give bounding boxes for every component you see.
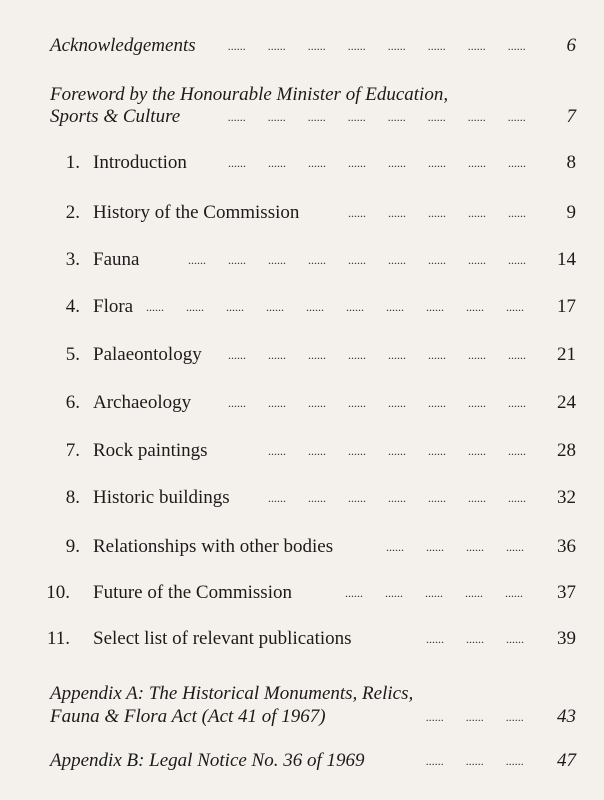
toc-entry-number: 2. — [65, 202, 80, 223]
toc-entry-number: 6. — [65, 392, 80, 413]
toc-entry-label: Appendix A: The Historical Monuments, Relics, — [50, 683, 414, 704]
toc-entry-number: 4. — [65, 296, 80, 317]
leader-dots: ...... ...... ...... — [426, 710, 524, 724]
leader-dots: ...... ...... ...... ...... ...... ...... ...... ...... — [228, 348, 526, 362]
leader-dots: ...... ...... ...... ...... ...... — [348, 206, 526, 220]
toc-entry-label: Introduction — [93, 152, 187, 173]
leader-dots: ...... ...... ...... ...... ...... ...... ...... ...... — [228, 39, 526, 53]
toc-entry-number: 1. — [65, 152, 80, 173]
toc-entry-label: Rock paintings — [93, 440, 208, 461]
toc-entry-label: Future of the Commission — [93, 582, 292, 603]
toc-entry-label: Archaeology — [93, 392, 192, 413]
leader-dots: ...... ...... ...... ...... ...... ...... ...... ...... ...... ...... — [146, 300, 524, 314]
toc-entry-page: 17 — [557, 296, 576, 317]
leader-dots: ...... ...... ...... — [426, 754, 524, 768]
toc-entry-page: 8 — [566, 152, 576, 173]
toc-entry-label: Relationships with other bodies — [93, 536, 334, 557]
toc-entry-label: Acknowledgements — [50, 35, 196, 56]
toc-entry-page: 43 — [557, 706, 576, 727]
toc-entry-label-continued: Sports & Culture — [50, 106, 181, 127]
toc-entry-page: 36 — [557, 536, 576, 557]
leader-dots: ...... ...... ...... ...... ...... ...... ...... ...... — [228, 110, 526, 124]
leader-dots: ...... ...... ...... ...... ...... ...... ...... — [268, 491, 526, 505]
leader-dots: ...... ...... ...... ...... ...... — [345, 586, 523, 600]
leader-dots: ...... ...... ...... ...... ...... ...... ...... ...... ...... — [188, 253, 526, 267]
leader-dots: ...... ...... ...... ...... ...... ...... ...... ...... — [228, 156, 526, 170]
leader-dots: ...... ...... ...... ...... ...... ...... ...... ...... — [228, 396, 526, 410]
toc-entry-page: 37 — [557, 582, 576, 603]
toc-entry-label: Select list of relevant publications — [93, 628, 352, 649]
toc-entry-label: Historic buildings — [93, 487, 230, 508]
toc-entry-label: History of the Commission — [93, 202, 300, 223]
toc-entry-number: 9. — [65, 536, 80, 557]
leader-dots: ...... ...... ...... — [426, 632, 524, 646]
toc-entry-page: 47 — [557, 750, 576, 771]
toc-entry-number: 3. — [65, 249, 80, 270]
toc-entry-page: 7 — [566, 106, 576, 127]
toc-entry-page: 39 — [557, 628, 576, 649]
toc-entry-page: 6 — [566, 35, 576, 56]
toc-entry-page: 24 — [557, 392, 576, 413]
toc-entry-page: 14 — [557, 249, 576, 270]
toc-entry-label: Appendix B: Legal Notice No. 36 of 1969 — [50, 750, 365, 771]
toc-entry-page: 28 — [557, 440, 576, 461]
toc-entry-number: 8. — [65, 487, 80, 508]
toc-entry-label: Palaeontology — [93, 344, 202, 365]
toc-entry-number: 5. — [65, 344, 80, 365]
toc-entry-number: 7. — [65, 440, 80, 461]
toc-entry-page: 21 — [557, 344, 576, 365]
leader-dots: ...... ...... ...... ...... — [386, 540, 524, 554]
toc-entry-number: 11. — [46, 628, 70, 649]
toc-entry-page: 9 — [566, 202, 576, 223]
toc-entry-label: Flora — [93, 296, 134, 317]
toc-entry-number: 10. — [46, 582, 70, 603]
leader-dots: ...... ...... ...... ...... ...... ...... ...... — [268, 444, 526, 458]
toc-entry-label: Fauna — [93, 249, 140, 270]
toc-entry-label: Foreword by the Honourable Minister of Education, — [50, 84, 449, 105]
toc-entry-page: 32 — [557, 487, 576, 508]
toc-entry-label-continued: Fauna & Flora Act (Act 41 of 1967) — [50, 706, 326, 727]
